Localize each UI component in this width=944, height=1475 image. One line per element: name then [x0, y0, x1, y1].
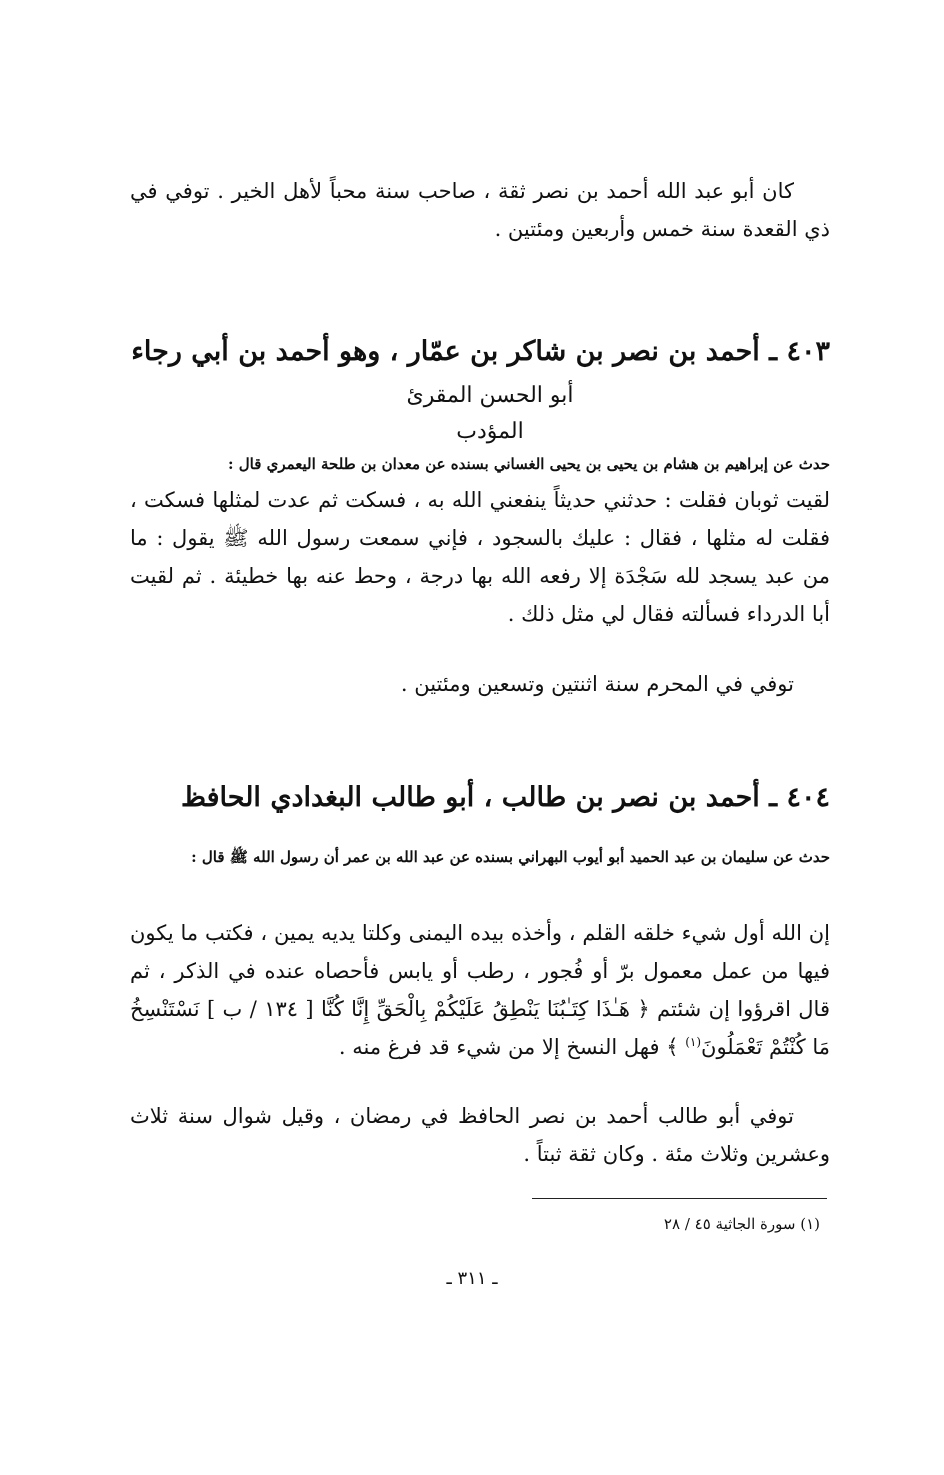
- entry-403-subheading: أبو الحسن المقرئ المؤدب: [406, 383, 574, 444]
- entry-403-isnad: حدث عن إبراهيم بن هشام بن يحيى بن يحيى الغساني بسنده عن معدان بن طلحة اليعمري قال :: [227, 455, 830, 473]
- top-paragraph: كان أبو عبد الله أحمد بن نصر ثقة ، صاحب سنة محباً لأهل الخير . توفي في ذي القعدة سنة خمس وأربعين ومئتين .: [130, 179, 830, 241]
- entry-404-hadith-text: إن الله أول شيء خلقه القلم ، وأخذه بيده اليمنى وكلتا يديه يمين ، فكتب ما يكون فيها من عمل معمول برّ أو فُجور ، رطب أو يابس فأحصاه عنده في الذكر ، ثم قال اقرؤوا إن شئتم ﴿ هَـٰذَا كِتَـٰبُنَا يَنْطِقُ عَلَيْكُمْ بِالْحَقِّ إِنَّا كُنَّا [ ١٣٤ / ب ] نَسْتَنْسِخُ مَا كُنْتُمْ تَعْمَلُونَ: [130, 921, 830, 1059]
- footnote-divider: [532, 1198, 827, 1199]
- footnote-marker: (١): [685, 1035, 702, 1049]
- entry-403-heading: ٤٠٣ ـ أحمد بن نصر بن شاكر بن عمّار ، وهو أحمد بن أبي رجاء: [131, 336, 830, 367]
- entry-403-hadith: لقيت ثوبان فقلت : حدثني حديثاً ينفعني الله به ، فسكت ثم عدت لمثلها فسكت ، فقلت له مثلها ، فقال : عليك بالسجود ، فإني سمعت رسول الله ﷺ يقول : ما من عبد يسجد لله سَجْدَة إلا رفعه الله بها درجة ، وحط عنه بها خطيئة . ثم لقيت أبا الدرداء فسألته فقال لي مثل ذلك .: [130, 488, 830, 626]
- entry-404-heading: ٤٠٤ ـ أحمد بن نصر بن طالب ، أبو طالب البغدادي الحافظ: [181, 782, 830, 813]
- entry-404-hadith: [130, 914, 830, 1066]
- entry-403-death: توفي في المحرم سنة اثنتين وتسعين ومئتين .: [400, 672, 794, 696]
- page-number: ـ ٣١١ ـ: [446, 1268, 498, 1289]
- entry-404-hadith-end: ﴾ فهل النسخ إلا من شيء قد فرغ منه .: [338, 1035, 686, 1059]
- footnote: (١) سورة الجاثية ٤٥ / ٢٨: [663, 1215, 820, 1233]
- entry-404-death: توفي أبو طالب أحمد بن نصر الحافظ في رمضان ، وقيل شوال سنة ثلاث وعشرين وثلاث مئة . وكان ثقة ثبتاً .: [130, 1104, 830, 1166]
- entry-404-isnad: حدث عن سليمان بن عبد الحميد أبو أيوب البهراني بسنده عن عبد الله بن عمر أن رسول الله ﷺ قال :: [191, 848, 830, 866]
